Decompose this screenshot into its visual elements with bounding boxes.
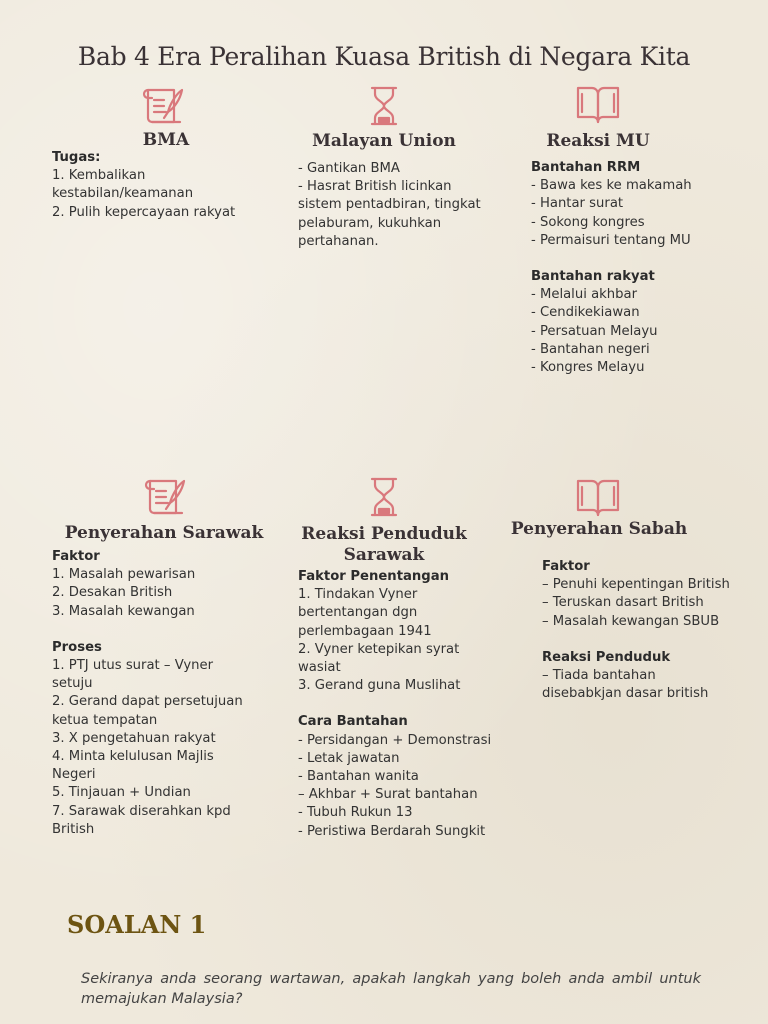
- section-penyerahan-sarawak-body: [52, 548, 267, 839]
- reaksi-mu-line: - Bantahan negeri: [531, 341, 650, 357]
- section-reaksi-mu-body: [531, 159, 731, 377]
- sarawak-line: setuju: [52, 676, 93, 692]
- mu-line: sistem pentadbiran, tingkat: [298, 197, 481, 213]
- section-heading-reaksi-mu: Reaksi MU: [546, 131, 650, 151]
- sabah-subheading: Faktor: [542, 559, 590, 574]
- reaksi-sarawak-heading-line: Reaksi Penduduk: [301, 524, 467, 544]
- sarawak-line: 3. Masalah kewangan: [52, 603, 195, 619]
- section-heading-penyerahan-sabah: Penyerahan Sabah: [510, 519, 688, 539]
- sarawak-line: 2. Gerand dapat persetujuan: [52, 694, 243, 710]
- reaksi-sarawak-line: - Letak jawatan: [298, 750, 400, 766]
- open-book-icon: [574, 82, 622, 126]
- scroll-quill-icon: [144, 475, 192, 519]
- page-title: Bab 4 Era Peralihan Kuasa British di Negara Kita: [77, 42, 691, 71]
- sarawak-line: ketua tempatan: [52, 712, 158, 728]
- sarawak-line: 2. Desakan British: [52, 585, 173, 601]
- reaksi-sarawak-subheading: Cara Bantahan: [298, 714, 408, 730]
- reaksi-mu-line: - Hantar surat: [531, 196, 624, 212]
- section-bma-body: [52, 149, 262, 222]
- sarawak-line: 1. Masalah pewarisan: [52, 567, 196, 583]
- bma-line: 1. Kembalikan: [52, 168, 146, 184]
- section-heading-penyerahan-sarawak: Penyerahan Sarawak: [64, 523, 264, 543]
- mu-line: pertahanan.: [298, 233, 379, 249]
- reaksi-sarawak-line: - Bantahan wanita: [298, 769, 419, 785]
- sabah-line: disebabkjan dasar british: [542, 686, 709, 702]
- reaksi-mu-line: - Melalui akhbar: [531, 287, 638, 303]
- reaksi-sarawak-line: - Tubuh Rukun 13: [298, 805, 413, 821]
- sabah-subheading: Reaksi Penduduk: [542, 649, 671, 665]
- bma-subheading: Tugas:: [52, 150, 101, 165]
- mu-line: - Gantikan BMA: [298, 161, 400, 176]
- question-text: Sekiranya anda seorang wartawan, apakah langkah yang boleh anda ambil untuk memajukan Malaysia?: [81, 971, 701, 1007]
- section-heading-malayan-union: Malayan Union: [312, 131, 456, 151]
- question-label: SOALAN 1: [67, 910, 207, 939]
- reaksi-sarawak-line: 1. Tindakan Vyner: [298, 587, 418, 603]
- reaksi-mu-line: - Cendikekiawan: [531, 305, 640, 321]
- sabah-line: – Masalah kewangan SBUB: [542, 613, 720, 629]
- sabah-line: – Tiada bantahan: [542, 668, 656, 684]
- hourglass-icon: [360, 84, 408, 128]
- sarawak-subheading: Faktor: [52, 549, 100, 564]
- reaksi-mu-line: - Sokong kongres: [531, 214, 645, 230]
- reaksi-mu-line: - Persatuan Melayu: [531, 323, 658, 339]
- mu-line: pelaburam, kukuhkan: [298, 215, 442, 231]
- sarawak-line: 7. Sarawak diserahkan kpd: [52, 803, 231, 819]
- sarawak-line: British: [52, 821, 95, 837]
- open-book-icon: [574, 475, 622, 519]
- sarawak-line: 3. X pengetahuan rakyat: [52, 730, 216, 746]
- section-heading-bma: BMA: [142, 130, 190, 150]
- reaksi-sarawak-line: - Persidangan + Demonstrasi: [298, 732, 492, 748]
- section-heading-reaksi-penduduk-sarawak: [290, 524, 478, 566]
- sarawak-line: 5. Tinjauan + Undian: [52, 785, 191, 801]
- reaksi-sarawak-line: - Peristiwa Berdarah Sungkit: [298, 823, 486, 839]
- hourglass-icon: [360, 475, 408, 519]
- reaksi-sarawak-line: wasiat: [298, 660, 341, 676]
- reaksi-mu-line: - Bawa kes ke makamah: [531, 178, 692, 194]
- reaksi-mu-line: - Permaisuri tentang MU: [531, 232, 691, 248]
- reaksi-sarawak-line: 2. Vyner ketepikan syrat: [298, 641, 460, 657]
- sabah-line: – Penuhi kepentingan British: [542, 577, 730, 593]
- section-malayan-union-body: [298, 160, 498, 251]
- reaksi-sarawak-heading-line: Sarawak: [343, 545, 425, 565]
- section-penyerahan-sabah-body: [542, 558, 757, 703]
- reaksi-sarawak-line: bertentangan dgn: [298, 605, 418, 621]
- sarawak-line: 4. Minta kelulusan Majlis: [52, 749, 214, 765]
- reaksi-mu-subheading: Bantahan rakyat: [531, 269, 655, 285]
- reaksi-mu-line: - Kongres Melayu: [531, 360, 645, 376]
- sarawak-line: Negeri: [52, 767, 96, 783]
- sarawak-line: 1. PTJ utus surat – Vyner: [52, 658, 214, 674]
- bma-line: 2. Pulih kepercayaan rakyat: [52, 204, 236, 220]
- mu-line: - Hasrat British licinkan: [298, 179, 452, 195]
- sarawak-subheading: Proses: [52, 639, 102, 655]
- reaksi-mu-subheading: Bantahan RRM: [531, 160, 641, 175]
- bma-line: kestabilan/keamanan: [52, 186, 194, 202]
- reaksi-sarawak-subheading: Faktor Penentangan: [298, 569, 450, 584]
- reaksi-sarawak-line: – Akhbar + Surat bantahan: [298, 787, 478, 803]
- sabah-line: – Teruskan dasart British: [542, 595, 704, 611]
- reaksi-sarawak-line: 3. Gerand guna Muslihat: [298, 678, 461, 694]
- section-reaksi-sarawak-body: [298, 568, 513, 841]
- scroll-quill-icon: [142, 84, 190, 128]
- reaksi-sarawak-line: perlembagaan 1941: [298, 623, 432, 639]
